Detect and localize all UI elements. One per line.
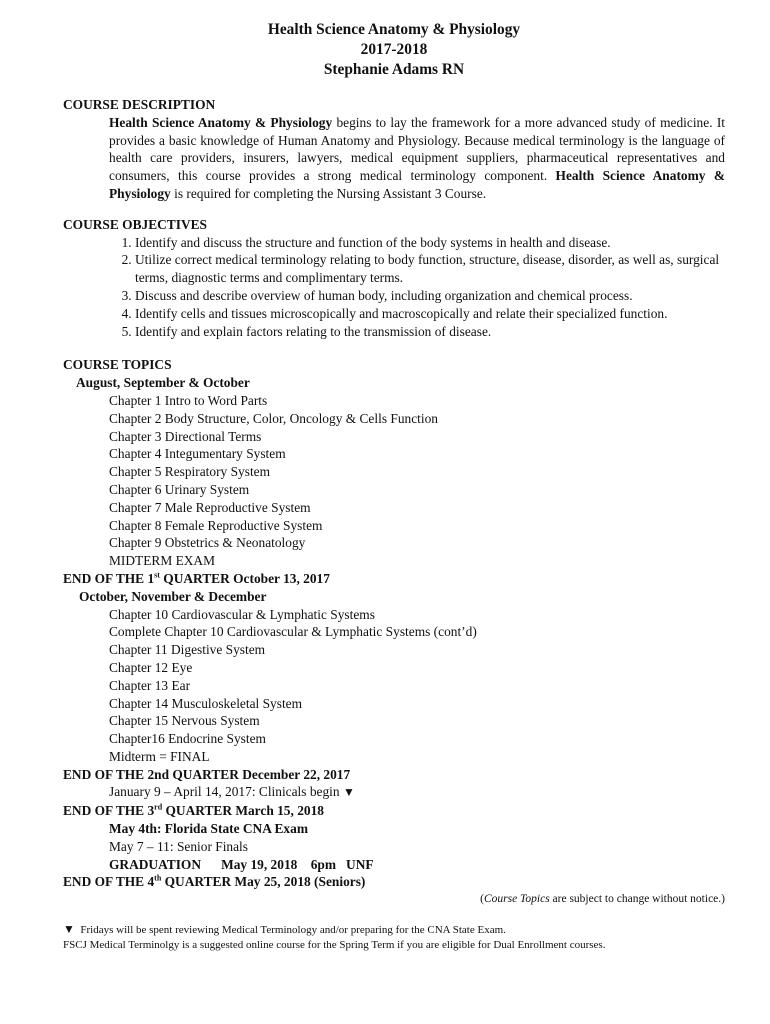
topic-item: Chapter16 Endocrine System — [109, 731, 266, 747]
quarter-1-end — [63, 570, 725, 588]
clinicals-text: January 9 – April 14, 2017: Clinicals begin — [109, 784, 343, 800]
topic-item: Chapter 8 Female Reproductive System — [109, 517, 323, 533]
description-course-name-2: Health Science Anatomy & Physiology — [109, 168, 725, 201]
footnote-1 — [63, 922, 725, 938]
topic-item: Chapter 7 Male Reproductive System — [109, 499, 311, 515]
syllabus-page — [63, 20, 725, 953]
topic-item: Chapter 14 Musculoskeletal System — [109, 695, 303, 711]
objective-item: 5. Identify and explain factors relating to the transmission of disease. — [135, 323, 725, 341]
triangle-down-icon: ▼ — [63, 922, 75, 937]
description-heading: COURSE DESCRIPTION — [63, 97, 216, 112]
topics-heading: COURSE TOPICS — [63, 357, 172, 373]
topic-item: Chapter 4 Integumentary System — [109, 446, 286, 462]
topic-item: Chapter 6 Urinary System — [109, 481, 250, 497]
description-paragraph — [63, 114, 725, 203]
topic-item: Chapter 11 Digestive System — [109, 642, 266, 658]
quarter-3-sup: rd — [154, 802, 163, 812]
quarter-3-suffix: QUARTER March 15, 2018 — [162, 803, 324, 819]
quarter-2-end: END OF THE 2nd QUARTER December 22, 2017 — [63, 766, 351, 782]
graduation-line: GRADUATION May 19, 2018 6pm UNF — [109, 856, 374, 872]
description-text-1: begins to lay the framework for a more advanced study of medicine. It provides a basic knowledge of Human Anatomy and Physiology. Because medical terminology is the language of health care providers, insurers, lawyers, medical equipment suppliers, pharmaceutical representatives and consumers, this course provides a strong medical terminology component. — [109, 114, 725, 184]
quarter-3-end — [63, 802, 725, 820]
quarter-1-prefix: END OF THE 1 — [63, 570, 155, 586]
quarter-3-prefix: END OF THE 3 — [63, 803, 155, 819]
footnote-1-text: Fridays will be spent reviewing Medical Terminology and/or preparing for the CNA State Exam. — [74, 924, 506, 937]
footnote-2: FSCJ Medical Terminolgy is a suggested online course for the Spring Term if you are eligible for Dual Enrollment courses. — [63, 939, 606, 952]
clinicals-line — [63, 783, 725, 802]
school-year: 2017-2018 — [360, 41, 428, 58]
quarter-4-prefix: END OF THE 4 — [63, 874, 155, 890]
topic-item: Chapter 12 Eye — [109, 659, 193, 675]
topic-item: Chapter 2 Body Structure, Color, Oncology & Cells Function — [109, 410, 438, 426]
topic-item: Complete Chapter 10 Cardiovascular & Lymphatic Systems (cont’d) — [109, 624, 477, 640]
objective-item: 2. Utilize correct medical terminology relating to body function, structure, disease, disorder, as well as, surgical terms, diagnostic terms and complimentary terms. — [135, 251, 725, 287]
instructor-name: Stephanie Adams RN — [323, 61, 465, 78]
senior-finals-line: May 7 – 11: Senior Finals — [109, 838, 248, 854]
notice-italic: Course Topics — [483, 893, 550, 906]
objective-item: 1. Identify and discuss the structure and function of the body systems in health and disease. — [135, 234, 725, 252]
period-1-heading: August, September & October — [76, 375, 250, 391]
quarter-1-suffix: QUARTER October 13, 2017 — [159, 570, 330, 586]
description-text-2: is required for completing the Nursing Assistant 3 Course. — [170, 185, 487, 201]
topic-item: Chapter 10 Cardiovascular & Lymphatic Systems — [109, 606, 375, 622]
objectives-heading: COURSE OBJECTIVES — [63, 216, 207, 232]
quarter-4-suffix: QUARTER May 25, 2018 (Seniors) — [161, 874, 366, 890]
notice-open: ( — [480, 893, 484, 906]
notice-rest: are subject to change without notice.) — [549, 893, 725, 906]
description-course-name: Health Science Anatomy & Physiology — [109, 114, 333, 130]
period-2-heading: October, November & December — [79, 588, 267, 604]
topic-item: Chapter 15 Nervous System — [109, 713, 260, 729]
topic-item: Chapter 9 Obstetrics & Neonatology — [109, 535, 306, 551]
topic-item: Chapter 5 Respiratory System — [109, 464, 271, 480]
topic-item: Midterm = FINAL — [109, 748, 210, 764]
objective-item: 3. Discuss and describe overview of human body, including organization and chemical process. — [135, 287, 725, 305]
quarter-4-sup: th — [154, 874, 162, 883]
quarter-4-end — [63, 873, 725, 891]
quarter-1-sup: st — [154, 570, 160, 580]
topic-item: Chapter 13 Ear — [109, 677, 191, 693]
cna-exam-line: May 4th: Florida State CNA Exam — [109, 821, 308, 837]
topic-item: Chapter 1 Intro to Word Parts — [109, 392, 268, 408]
change-notice — [63, 891, 725, 909]
topic-item: MIDTERM EXAM — [109, 553, 216, 569]
course-title: Health Science Anatomy & Physiology — [267, 21, 521, 38]
triangle-down-icon: ▼ — [342, 785, 355, 800]
topic-item: Chapter 3 Directional Terms — [109, 428, 262, 444]
objectives-list — [63, 234, 725, 341]
objective-item: 4. Identify cells and tissues microscopically and macroscopically and relate their specialized function. — [135, 305, 725, 323]
